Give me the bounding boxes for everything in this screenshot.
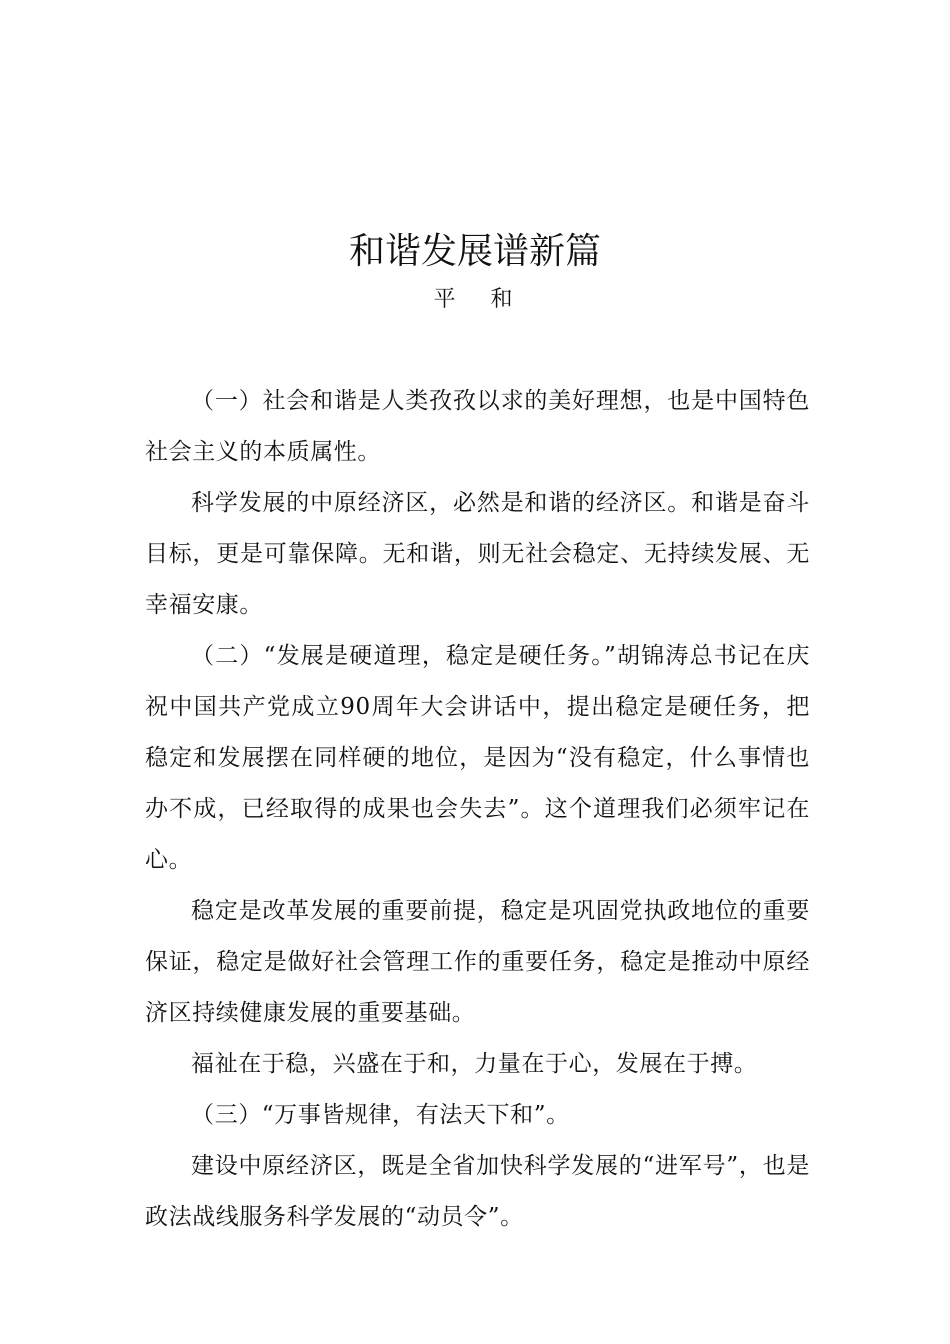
paragraph-4: 稳定是改革发展的重要前提，稳定是巩固党执政地位的重要保证，稳定是做好社会管理工作的重要任务，稳定是推动中原经济区持续健康发展的重要基础。 — [145, 898, 810, 1026]
paragraph-1: （一）社会和谐是人类孜孜以求的美好理想，也是中国特色社会主义的本质属性。 — [145, 388, 810, 465]
paragraph-7: 建设中原经济区，既是全省加快科学发展的“进军号”，也是政法战线服务科学发展的“动员令”。 — [145, 1153, 810, 1230]
paragraph-5: 福祉在于稳，兴盛在于和，力量在于心，发展在于搏。 — [191, 1051, 758, 1077]
paragraph-3: （二）“发展是硬道理，稳定是硬任务。”胡锦涛总书记在庆祝中国共产党成立90周年大会讲话中，提出稳定是硬任务，把稳定和发展摆在同样硬的地位，是因为“没有稳定，什么事情也办不成，已经取得的成果也会失去”。这个道理我们必须牢记在心。 — [145, 643, 810, 873]
author-name: 平 和 — [433, 287, 527, 312]
paragraph-6: （三）“万事皆规律，有法天下和”。 — [191, 1102, 570, 1128]
article-body — [145, 376, 810, 1243]
paragraph-2: 科学发展的中原经济区，必然是和谐的经济区。和谐是奋斗目标，更是可靠保障。无和谐，则无社会稳定、无持续发展、无幸福安康。 — [145, 490, 810, 618]
document-title: 和谐发展谱新篇 — [348, 231, 601, 272]
